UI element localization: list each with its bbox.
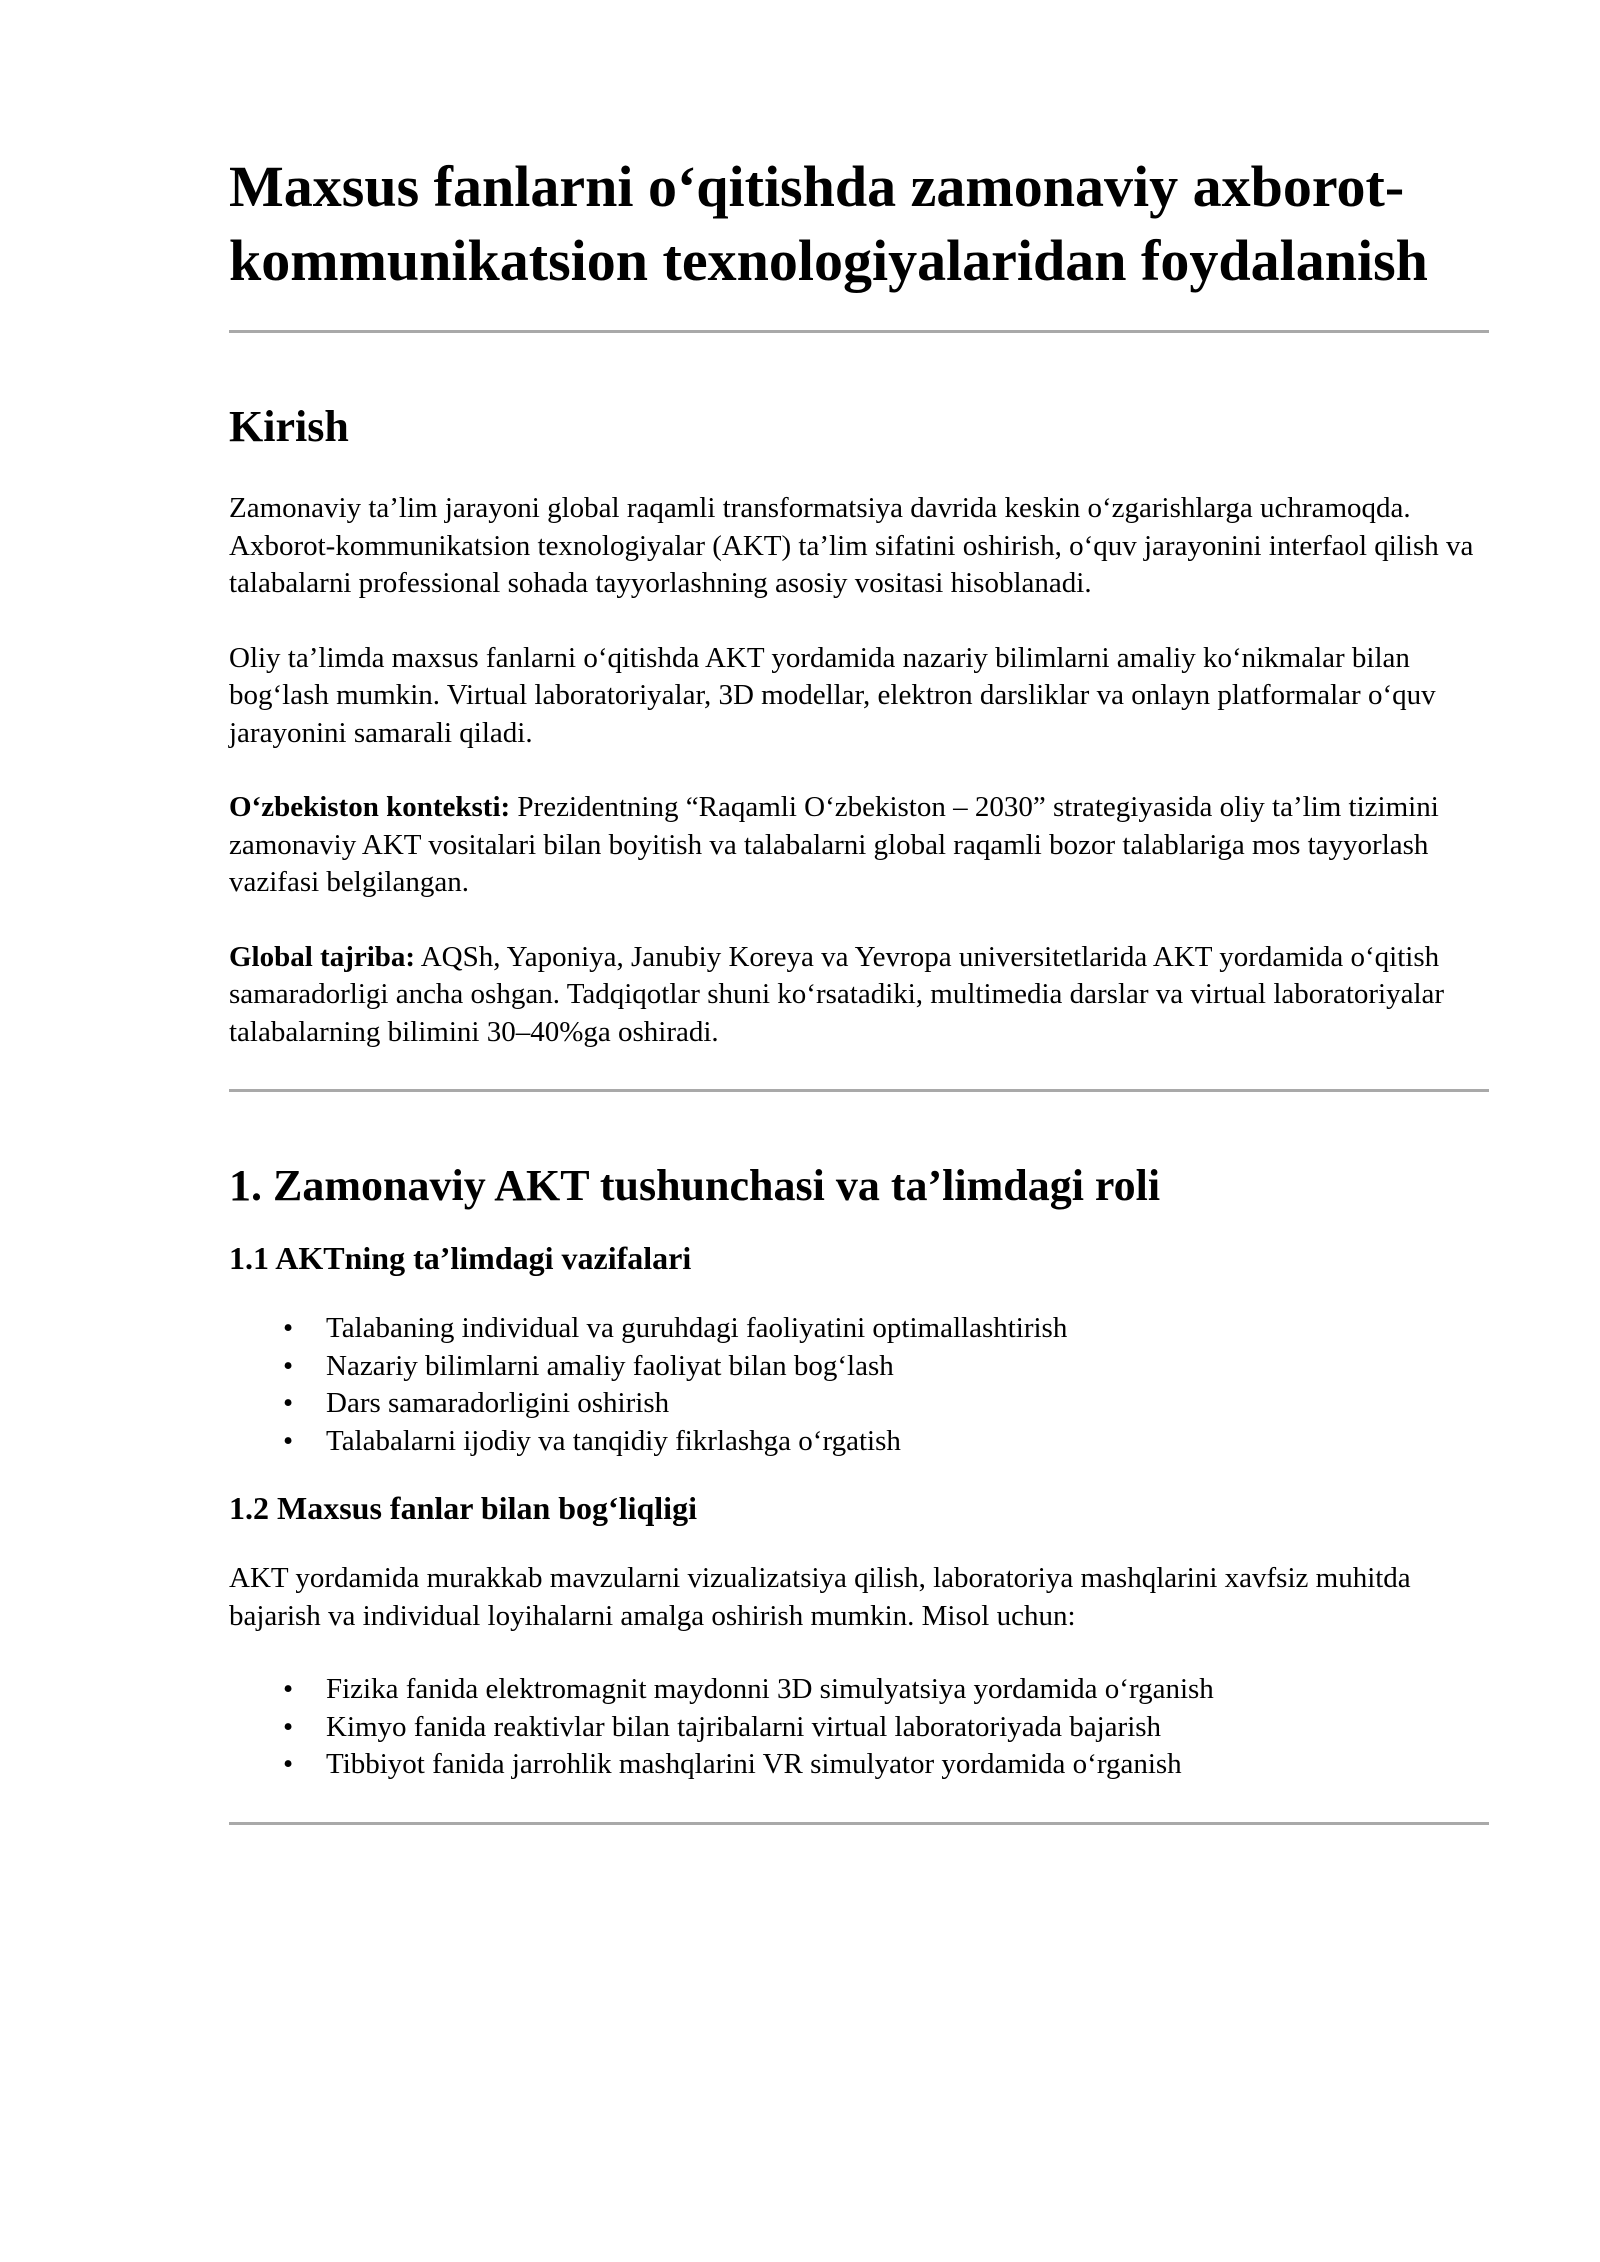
examples-list [229,1671,1489,1784]
global-text: AQSh, Yaponiya, Janubiy Koreya va Yevropa universitetlarida AKT yordamida o‘qitish samaradorligi ancha oshgan. Tadqiqotlar shuni ko‘rsatadiki, multimedia darslar va virtual laboratoriyalar talabalarning bilimini 30–40%ga oshiradi. [229,940,1445,1048]
subsection-1-2-paragraph: AKT yordamida murakkab mavzularni vizualizatsiya qilish, laboratoriya mashqlarini xavfsiz muhitda bajarish va individual loyihalarni amalga oshirish mumkin. Misol uchun: [229,1562,1411,1632]
intro-paragraph-global [229,939,1489,1052]
subsection-1-2-heading: 1.2 Maxsus fanlar bilan bog‘liqligi [229,1490,697,1526]
list-item: • Fizika fanida elektromagnit maydonni 3D simulyatsiya yordamida o‘rganish [229,1671,1489,1709]
divider [229,330,1489,333]
list-item: • Talabalarni ijodiy va tanqidiy fikrlashga o‘rgatish [229,1423,1489,1461]
list-item: • Nazariy bilimlarni amaliy faoliyat bilan bog‘lash [229,1348,1489,1386]
list-item: • Dars samaradorligini oshirish [229,1385,1489,1423]
intro-paragraph-2: Oliy ta’limda maxsus fanlarni o‘qitishda AKT yordamida nazariy bilimlarni amaliy ko‘nikmalar bilan bog‘lash mumkin. Virtual laboratoriyalar, 3D modellar, elektron darsliklar va onlayn platformalar o‘quv jarayonini samarali qiladi. [229,641,1436,749]
document-title: Maxsus fanlarni o‘qitishda zamonaviy axborot-kommunikatsion texnologiyalaridan foydalanish [229,154,1428,293]
intro-heading: Kirish [229,402,349,451]
global-label: Global tajriba: [229,940,416,973]
divider [229,1089,1489,1092]
list-item: • Talabaning individual va guruhdagi faoliyatini optimallashtirish [229,1310,1489,1348]
uzbekistan-text: Prezidentning “Raqamli O‘zbekiston – 2030” strategiyasida oliy ta’lim tizimini zamonaviy AKT vositalari bilan boyitish va talabalarni global raqamli bozor talablariga mos tayyorlash vazifasi belgilangan. [229,791,1439,898]
section-1-heading: 1. Zamonaviy AKT tushunchasi va ta’limdagi roli [229,1161,1161,1210]
divider [229,1822,1489,1825]
subsection-1-1-heading: 1.1 AKTning ta’limdagi vazifalari [229,1240,692,1276]
uzbekistan-label: O‘zbekiston konteksti: [229,791,511,823]
intro-paragraph-uzbekistan [229,789,1489,902]
intro-paragraph-1: Zamonaviy ta’lim jarayoni global raqamli transformatsiya davrida keskin o‘zgarishlarga uchramoqda. Axborot-kommunikatsion texnologiyalar (AKT) ta’lim sifatini oshirish, o‘quv jarayonini interfaol qilish va talabalarni professional sohada tayyorlashning asosiy vositasi hisoblanadi. [229,492,1474,599]
ict-tasks-list [229,1310,1489,1460]
document-page [229,150,1489,1825]
list-item: • Kimyo fanida reaktivlar bilan tajribalarni virtual laboratoriyada bajarish [229,1709,1489,1747]
list-item: • Tibbiyot fanida jarrohlik mashqlarini VR simulyator yordamida o‘rganish [229,1746,1489,1784]
